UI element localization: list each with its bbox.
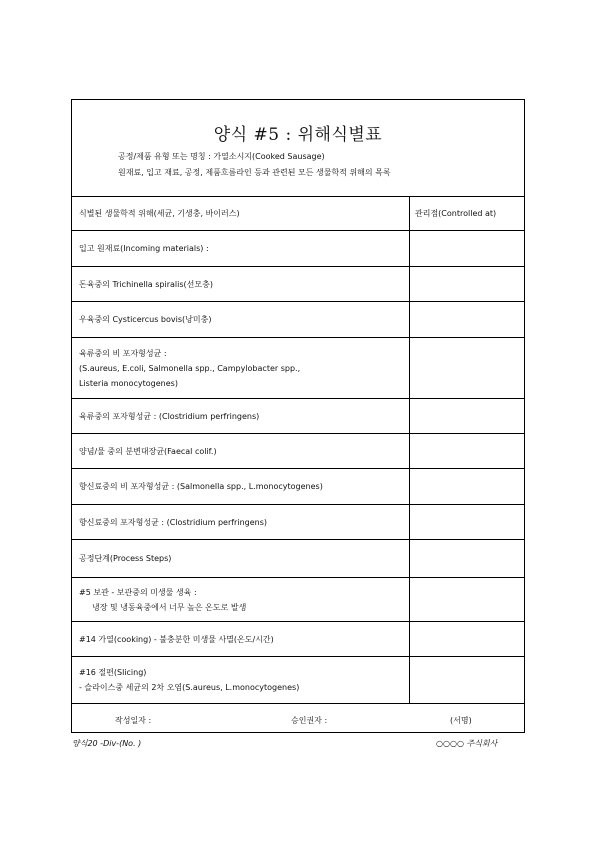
hazard-text-line: 입고 원재료(Incoming materials) : (79, 244, 209, 253)
hazard-text-line: 돈육중의 Trichinella spiralis(선모충) (79, 279, 213, 289)
table-row (72, 657, 524, 704)
hazard-text-line: #16 절편(Slicing) (79, 668, 147, 677)
table-row (72, 469, 524, 505)
controlled-at-cell[interactable] (410, 267, 524, 301)
controlled-at-cell[interactable] (410, 469, 524, 504)
hazard-cell (72, 338, 410, 398)
hazard-cell (72, 267, 410, 301)
table-row (72, 338, 524, 399)
form-number: 양식20 -Div-(No. ) (72, 739, 142, 748)
approver-label: 승인권자 : (291, 716, 328, 725)
table-row (72, 434, 524, 469)
controlled-at-column-header: 관리점(Controlled at) (415, 209, 497, 218)
product-type-line: 공정/제품 유형 또는 명칭 : 가열소시지(Cooked Sausage) (118, 152, 325, 161)
form-title: 양식 #5 : 위해식별표 (213, 125, 383, 145)
hazard-text-line: 육류중의 비 포자형성균 : (79, 348, 167, 358)
controlled-at-cell[interactable] (410, 657, 524, 703)
controlled-at-cell[interactable] (410, 540, 524, 577)
hazard-cell (72, 302, 410, 337)
table-row (72, 622, 524, 657)
hazard-text-line: #5 보관 - 보관중의 미생물 생육 : (79, 587, 197, 597)
hazard-cell (72, 469, 410, 504)
hazard-cell (72, 657, 410, 703)
hazard-text-line: 공정단계(Process Steps) (79, 554, 172, 563)
hazard-text-line: 우육중의 Cysticercus bovis(낭미충) (79, 315, 212, 324)
controlled-at-cell[interactable] (410, 338, 524, 398)
hazard-text-line: 육류중의 포자형성균 : (Clostridium perfringens) (79, 411, 260, 421)
table-row (72, 302, 524, 338)
hazard-text-line: 양념/물 중의 분변대장균(Faecal colif.) (79, 446, 217, 456)
controlled-at-cell[interactable] (410, 399, 524, 433)
table-row (72, 540, 524, 578)
signature-row (72, 704, 524, 737)
hazard-text-line: 향신료중의 포자형성균 : (Clostridium perfringens) (79, 517, 267, 527)
hazard-cell (72, 399, 410, 433)
hazard-rows (72, 231, 524, 704)
hazard-text-line: #14 가열(cooking) - 불충분한 미생물 사멸(온도/시간) (79, 634, 274, 644)
hazard-cell (72, 578, 410, 621)
hazard-text-line: (S.aureus, E.coli, Salmonella spp., Campylobacter spp., (79, 363, 301, 373)
hazard-text-line: 냉장 및 냉동육중에서 너무 높은 온도로 발생 (92, 602, 247, 612)
company-name: ○○○○ 주식회사 (436, 739, 498, 748)
controlled-at-cell[interactable] (410, 578, 524, 621)
controlled-at-cell[interactable] (410, 434, 524, 468)
table-row (72, 267, 524, 302)
date-label: 작성일자 : (115, 716, 152, 725)
table-row (72, 231, 524, 267)
hazard-cell (72, 231, 410, 266)
hazard-identification-form (71, 99, 525, 733)
table-row (72, 578, 524, 622)
hazard-cell (72, 540, 410, 577)
controlled-at-cell[interactable] (410, 622, 524, 656)
hazard-cell (72, 505, 410, 539)
hazard-column-header: 식별된 생물학적 위해(세균, 기생충, 바이러스) (72, 197, 410, 230)
form-header (72, 100, 524, 197)
controlled-at-cell[interactable] (410, 505, 524, 539)
controlled-at-cell[interactable] (410, 231, 524, 266)
hazard-list-description: 원재료, 입고 재료, 공정, 제품흐름라인 등과 관련된 모든 생물학적 위해의 목록 (118, 168, 391, 177)
hazard-text-line: Listeria monocytogenes) (79, 378, 178, 388)
hazard-cell (72, 434, 410, 468)
table-header-row (72, 197, 524, 231)
hazard-cell (72, 622, 410, 656)
table-row (72, 399, 524, 434)
hazard-text-line: 향신료중의 비 포자형성균 : (Salmonella spp., L.monocytogenes) (79, 482, 323, 491)
hazard-text-line: - 슬라이스중 세균의 2차 오염(S.aureus, L.monocytogenes) (79, 683, 300, 692)
sign-label: (서명) (450, 716, 472, 725)
table-row (72, 505, 524, 540)
controlled-at-cell[interactable] (410, 302, 524, 337)
